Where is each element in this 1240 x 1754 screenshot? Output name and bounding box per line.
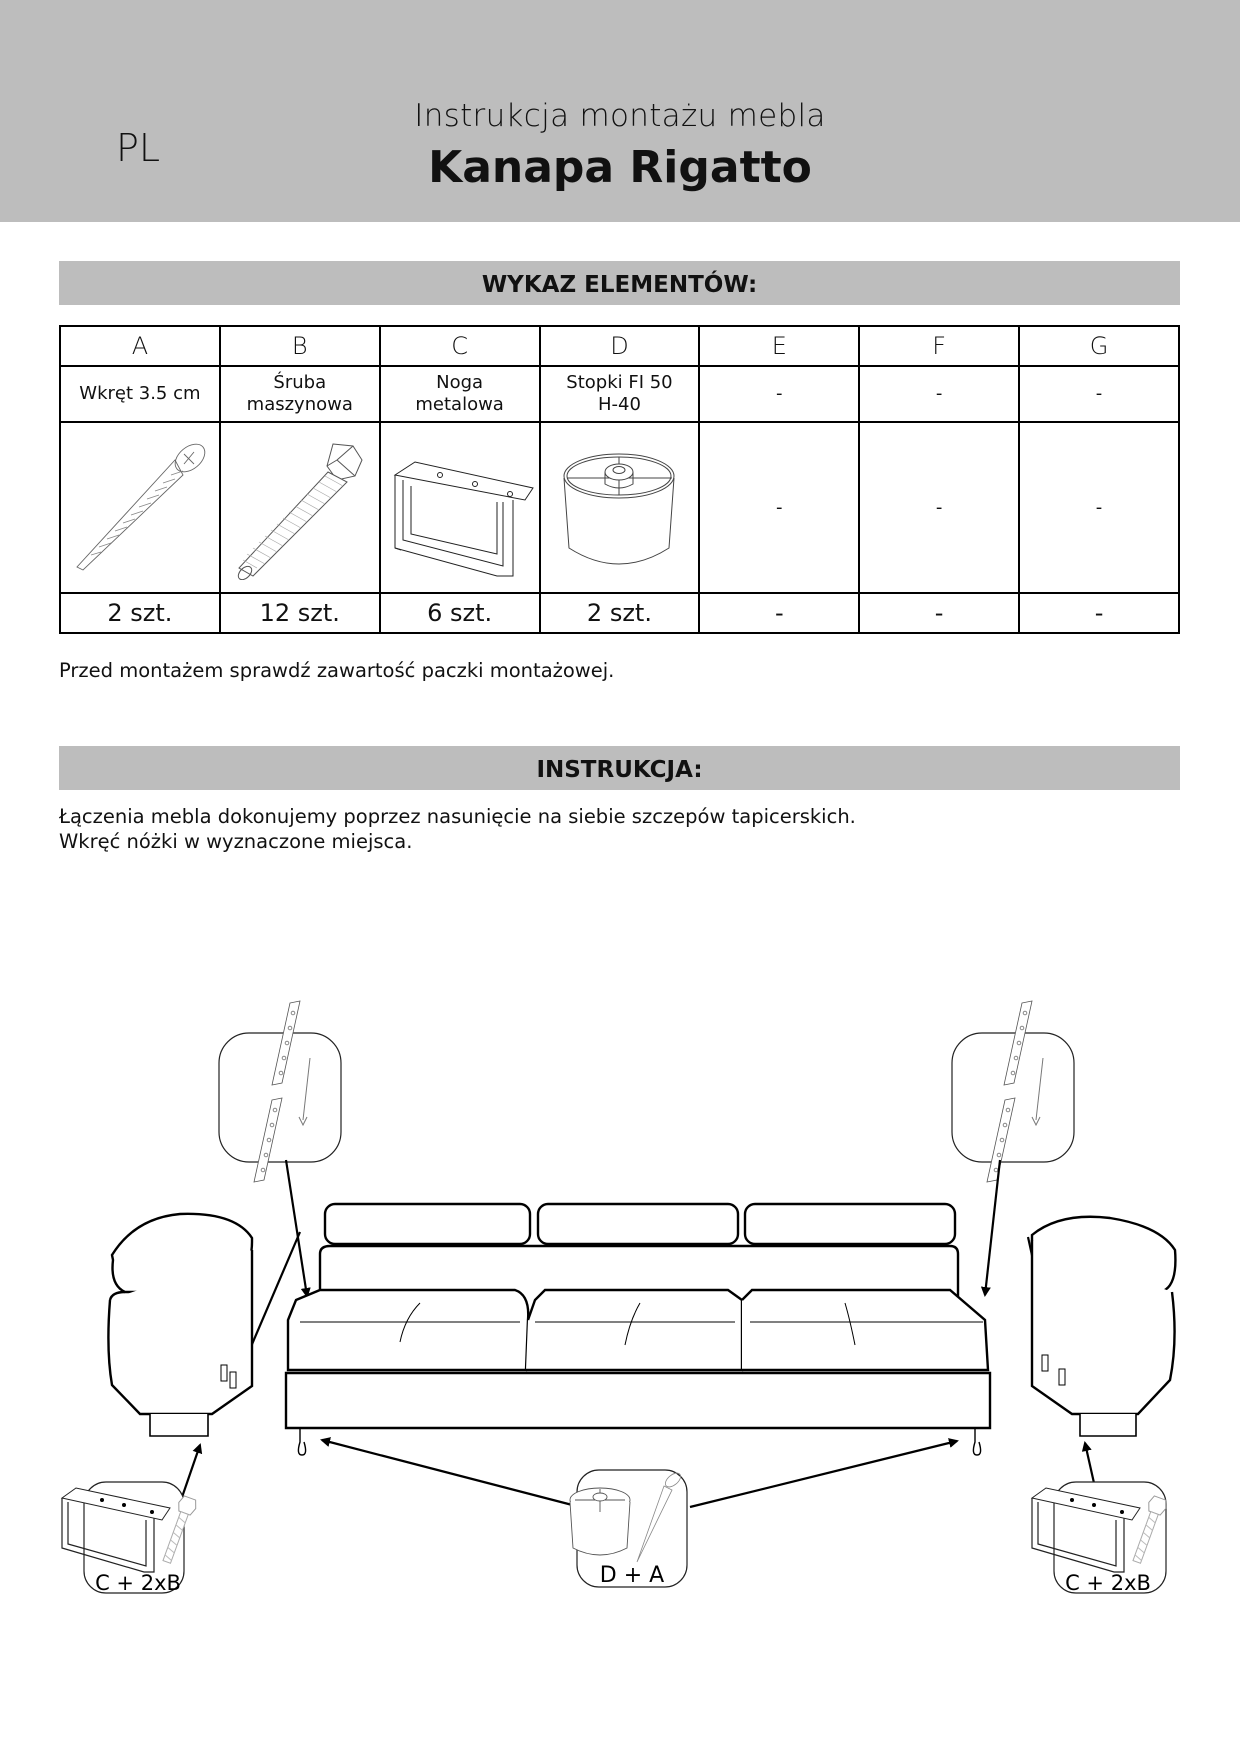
parts-table bbox=[59, 325, 1180, 634]
arrow-to-foot-right bbox=[690, 1441, 957, 1507]
part-name-line: Stopki FI 50 bbox=[566, 372, 673, 393]
part-image-cell bbox=[220, 422, 380, 593]
product-title: Kanapa Rigatto bbox=[428, 142, 812, 193]
leg-inset-left bbox=[62, 1482, 198, 1595]
document-subtitle: Instrukcja montażu mebla bbox=[414, 98, 826, 134]
part-image-empty: - bbox=[699, 422, 859, 593]
part-letter: C bbox=[380, 326, 540, 366]
part-name-line: metalowa bbox=[415, 394, 504, 415]
sofa-body bbox=[286, 1204, 990, 1455]
part-letter: F bbox=[859, 326, 1019, 366]
header-banner bbox=[0, 0, 1240, 222]
part-name: Wkręt 3.5 cm bbox=[60, 366, 220, 422]
parts-image-row bbox=[60, 422, 1179, 593]
part-name bbox=[540, 366, 700, 422]
arrow-to-sofa-left bbox=[286, 1160, 307, 1296]
part-name-line: H-40 bbox=[597, 394, 641, 415]
cylinder-foot-icon bbox=[570, 1488, 630, 1555]
part-name-line: maszynowa bbox=[246, 394, 353, 415]
part-name: - bbox=[1019, 366, 1179, 422]
leg-inset-right bbox=[1032, 1482, 1168, 1595]
instruction-line: Wkręć nóżki w wyznaczone miejsca. bbox=[59, 830, 413, 853]
language-code: PL bbox=[116, 126, 161, 170]
part-name bbox=[220, 366, 380, 422]
leg-label-right: C + 2xB bbox=[1065, 1571, 1151, 1595]
part-name: - bbox=[699, 366, 859, 422]
part-quantity: - bbox=[699, 593, 859, 633]
part-image-cell bbox=[380, 422, 540, 593]
part-letter: D bbox=[540, 326, 700, 366]
wood-screw-icon bbox=[65, 430, 215, 580]
feet-label: D + A bbox=[599, 1563, 665, 1588]
parts-name-row bbox=[60, 366, 1179, 422]
part-letter: A bbox=[60, 326, 220, 366]
parts-quantity-row bbox=[60, 593, 1179, 633]
leg-label-left: C + 2xB bbox=[95, 1571, 181, 1595]
part-letter: B bbox=[220, 326, 380, 366]
part-quantity: - bbox=[859, 593, 1019, 633]
connector-inset-left bbox=[219, 1001, 341, 1182]
metal-leg-icon bbox=[385, 430, 535, 580]
part-name bbox=[380, 366, 540, 422]
arrow-to-foot-left bbox=[322, 1440, 580, 1507]
part-image-empty: - bbox=[859, 422, 1019, 593]
armrest-right bbox=[1032, 1217, 1175, 1436]
part-letter: E bbox=[699, 326, 859, 366]
feet-inset bbox=[570, 1470, 687, 1588]
parts-list-heading: WYKAZ ELEMENTÓW: bbox=[59, 261, 1180, 305]
part-name-line: Śruba bbox=[273, 372, 327, 393]
part-quantity: 2 szt. bbox=[540, 593, 700, 633]
instruction-heading: INSTRUKCJA: bbox=[59, 746, 1180, 790]
arrow-to-leg-left bbox=[180, 1445, 200, 1503]
armrest-left bbox=[108, 1214, 252, 1436]
part-image-cell bbox=[540, 422, 700, 593]
instruction-line: Łączenia mebla dokonujemy poprzez nasunięcie na siebie szczepów tapicerskich. bbox=[59, 805, 856, 828]
part-quantity: 2 szt. bbox=[60, 593, 220, 633]
parts-letter-row bbox=[60, 326, 1179, 366]
part-name-line: Noga bbox=[436, 372, 484, 393]
part-image-cell bbox=[60, 422, 220, 593]
part-quantity: 6 szt. bbox=[380, 593, 540, 633]
cylinder-foot-icon bbox=[544, 430, 694, 580]
part-letter: G bbox=[1019, 326, 1179, 366]
package-check-note: Przed montażem sprawdź zawartość paczki montażowej. bbox=[59, 659, 615, 682]
instruction-text bbox=[59, 804, 856, 854]
part-quantity: - bbox=[1019, 593, 1179, 633]
machine-bolt-icon bbox=[225, 430, 375, 580]
part-quantity: 12 szt. bbox=[220, 593, 380, 633]
assembly-diagram bbox=[0, 980, 1240, 1620]
part-name: - bbox=[859, 366, 1019, 422]
connector-inset-right bbox=[952, 1001, 1074, 1182]
arrow-to-leg-right bbox=[1085, 1443, 1094, 1483]
part-image-empty: - bbox=[1019, 422, 1179, 593]
